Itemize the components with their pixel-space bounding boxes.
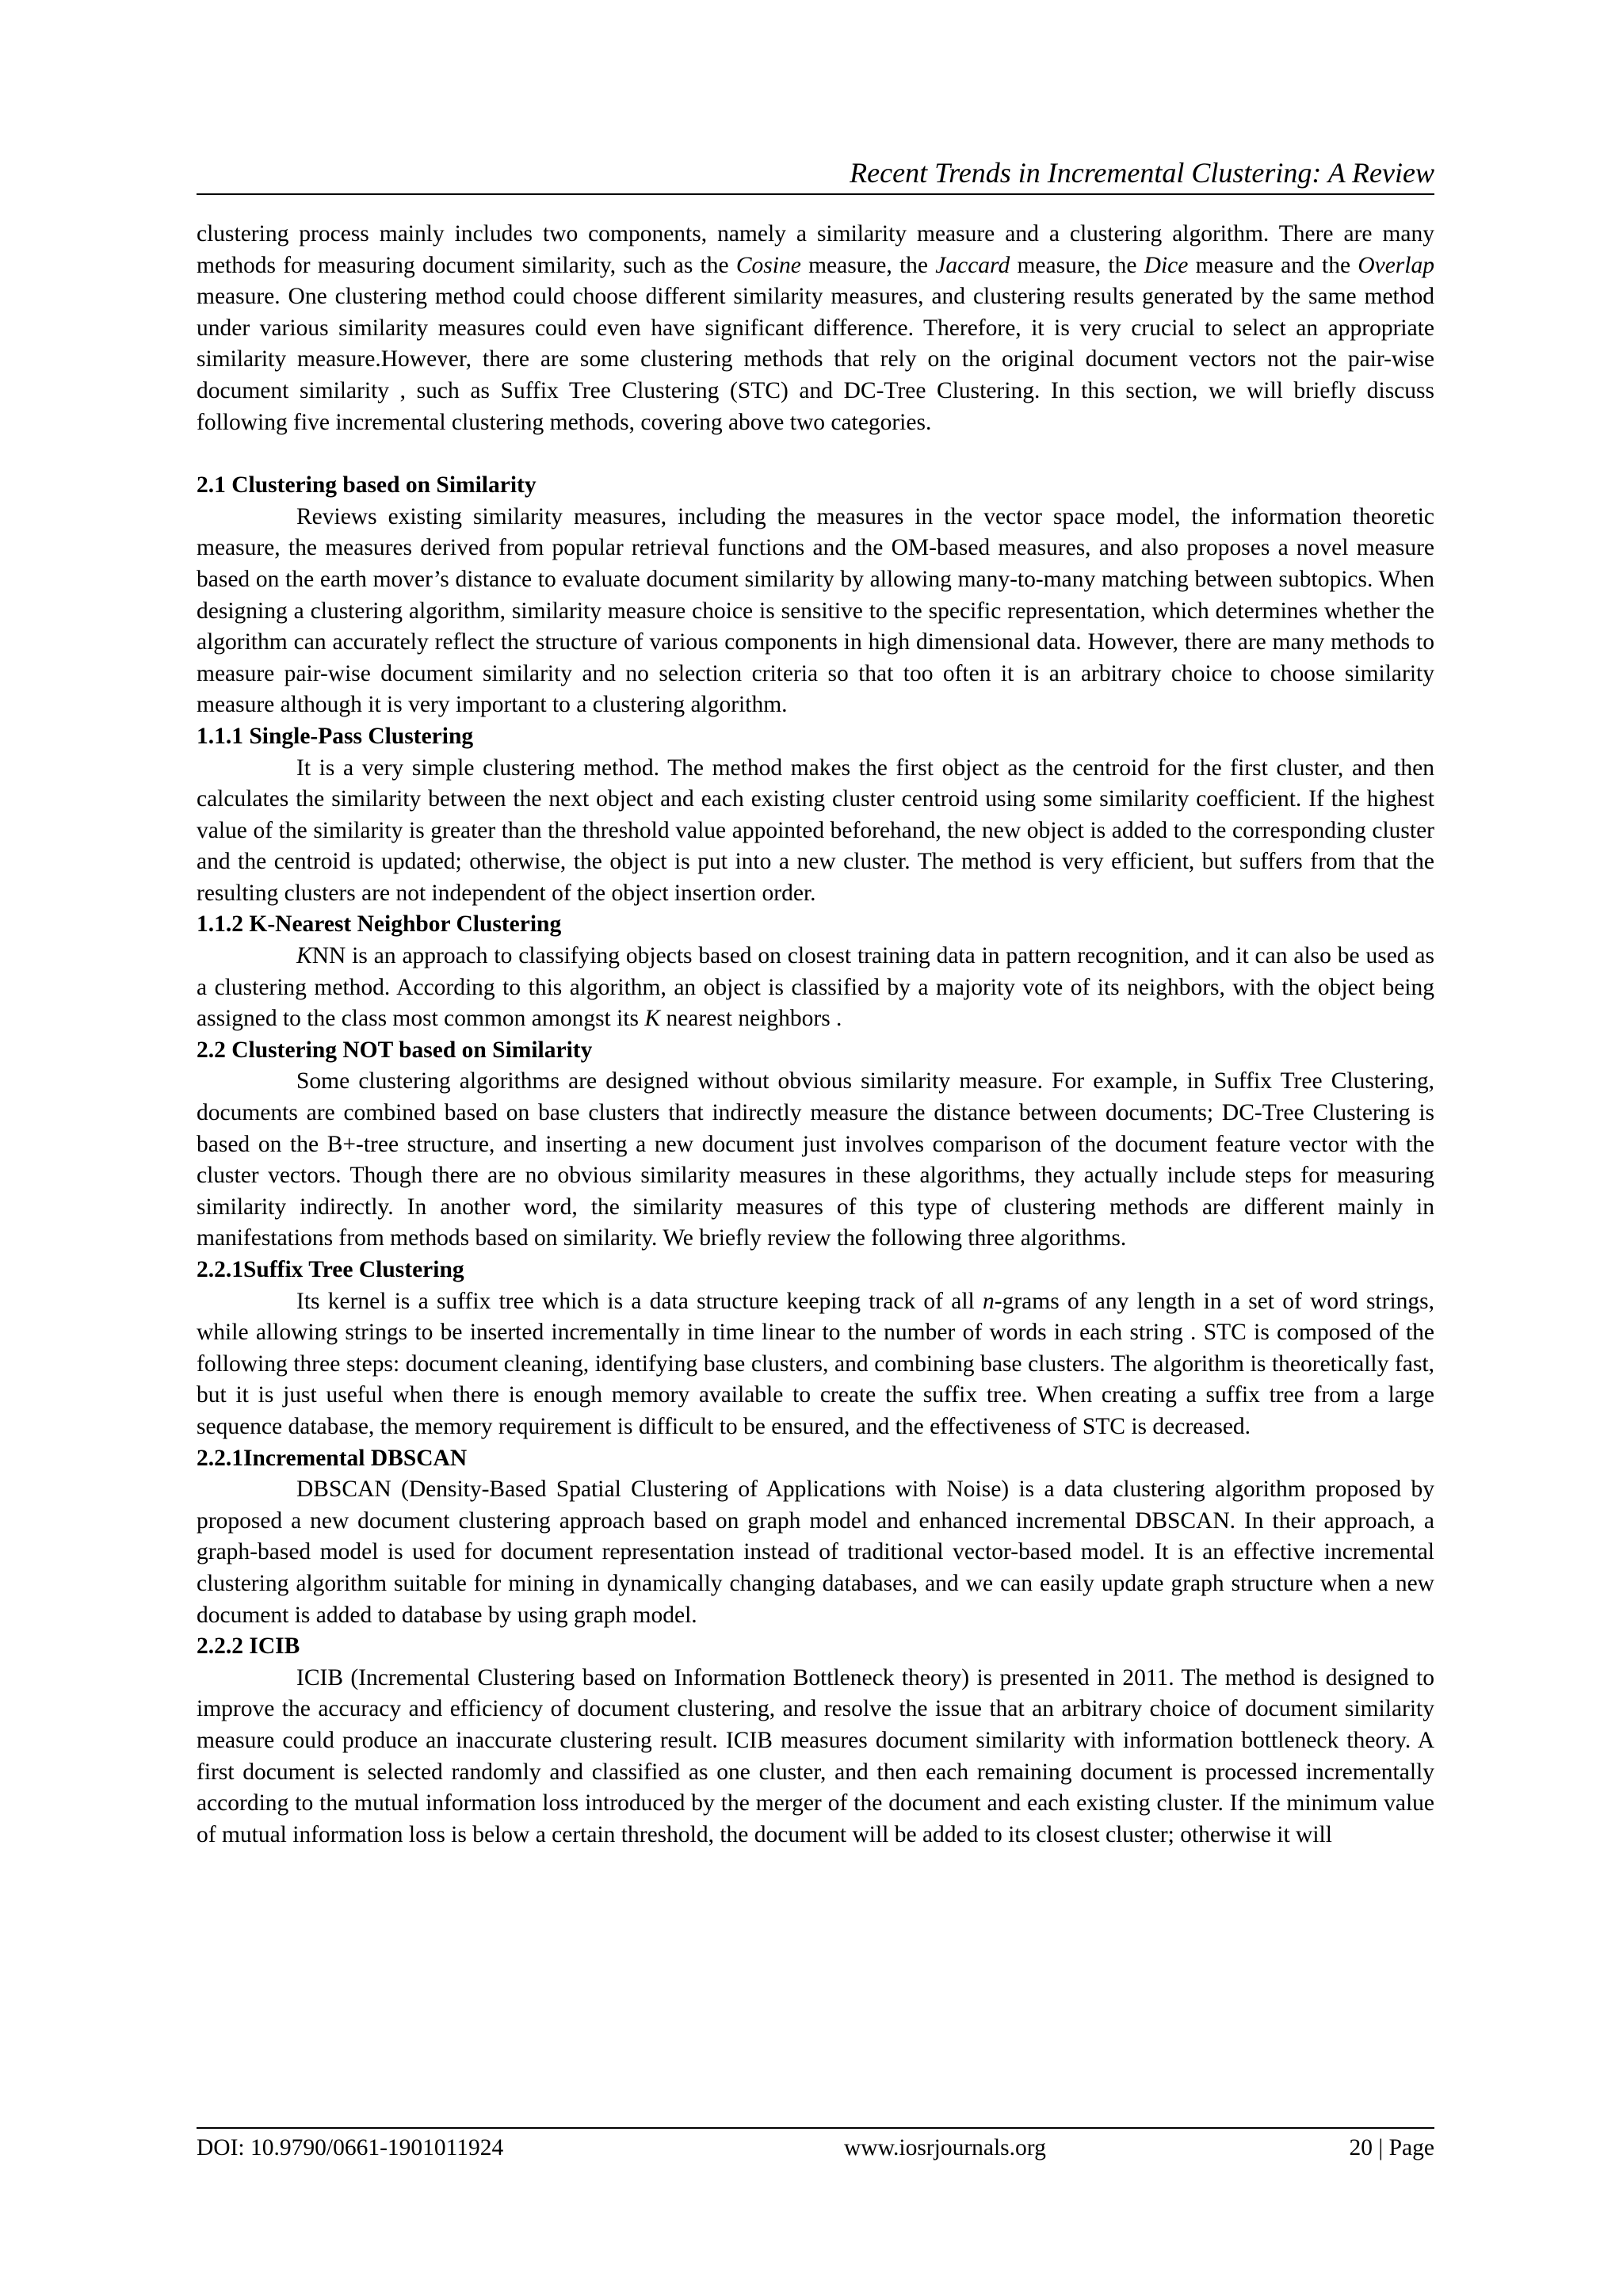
section-heading-1-1-2: 1.1.2 K-Nearest Neighbor Clustering <box>197 911 562 938</box>
term-k: K <box>644 1006 661 1032</box>
section-body-2-2: Some clustering algorithms are designed without obvious similarity measure. For example, in Suffix Tree Clustering, documents are combined based on base clusters that indirectly measure the distance between documents; DC-Tree Clustering is based on the B+-tree structure, and inserting a new document just involves comparison of the document feature vector with the cluster vectors. Though there are no obvious similarity measures in these algorithms, they actually include steps for measuring similarity indirectly. In another word, the similarity measures of this type of clustering methods are different mainly in manifestations from methods based on similarity. We briefly review the following three algorithms. <box>197 1068 1434 1251</box>
intro-text-4: measure and the <box>1188 252 1358 278</box>
intro-text-1: clustering process mainly includes two components, namely a similarity measure and a clustering algorithm. There are many methods for measuring document similarity, such as the <box>197 221 1434 278</box>
section-heading-2-1: 2.1 Clustering based on Similarity <box>197 472 537 499</box>
section-gap <box>197 438 1434 470</box>
term-k: K <box>296 943 312 969</box>
stc-text-1: Its kernel is a suffix tree which is a data structure keeping track of all <box>296 1288 983 1314</box>
section-body-1-1-2 <box>197 941 1434 1035</box>
term-dice: Dice <box>1144 252 1189 278</box>
running-header: Recent Trends in Incremental Clustering: A Review <box>850 157 1434 189</box>
knn-text-1: NN is an approach to classifying objects based on closest training data in pattern recognition, and it can also be used as a clustering method. According to this algorithm, an object is classified by a majority vote of its neighbors, with the object being assigned to the class most common amongst its <box>197 943 1434 1032</box>
section-body-icib: ICIB (Incremental Clustering based on Information Bottleneck theory) is presented in 2011. The method is designed to improve the accuracy and efficiency of document clustering, and resolve the issue that an arbitrary choice of document similarity measure could produce an inaccurate clustering result. ICIB measures document similarity with information bottleneck theory. A first document is selected randomly and classified as one cluster, and then each remaining document is processed incrementally according to the mutual information loss introduced by the merger of the document and each existing cluster. If the minimum value of mutual information loss is below a certain threshold, the document will be added to its closest cluster; otherwise it will <box>197 1664 1434 1847</box>
section-body-1-1-1: It is a very simple clustering method. The method makes the first object as the centroid for the first cluster, and then calculates the similarity between the next object and each existing cluster centroid using some similarity coefficient. If the highest value of the similarity is greater than the threshold value appointed beforehand, the new object is added to the corresponding cluster and the centroid is updated; otherwise, the object is put into a new cluster. The method is very efficient, but suffers from that the resulting clusters are not independent of the object insertion order. <box>197 755 1434 906</box>
section-heading-1-1-1: 1.1.1 Single-Pass Clustering <box>197 723 474 749</box>
footer-doi: DOI: 10.9790/0661-1901011924 <box>197 2135 504 2160</box>
term-n: n <box>983 1288 995 1314</box>
stc-text-2: -grams of any length in a set of word strings, while allowing strings to be inserted incrementally in time linear to the number of words in each string . STC is composed of the following three steps: document cleaning, identifying base clusters, and combining base clusters. The algorithm is theoretically fast, but it is just useful when there is enough memory available to create the suffix tree. When creating a suffix tree from a large sequence database, the memory requirement is difficult to be ensured, and the effectiveness of STC is decreased. <box>197 1288 1435 1439</box>
footer-website: www.iosrjournals.org <box>844 2135 1046 2160</box>
intro-paragraph <box>197 219 1434 438</box>
term-cosine: Cosine <box>735 252 801 278</box>
footer-page-number: 20 | Page <box>1349 2135 1434 2160</box>
section-body-stc <box>197 1286 1434 1443</box>
footer-rule <box>197 2127 1434 2129</box>
section-heading-icib: 2.2.2 ICIB <box>197 1633 300 1660</box>
section-heading-dbscan: 2.2.1Incremental DBSCAN <box>197 1445 468 1471</box>
section-heading-2-2: 2.2 Clustering NOT based on Similarity <box>197 1037 593 1063</box>
section-body-dbscan: DBSCAN (Density-Based Spatial Clustering of Applications with Noise) is a data clustering algorithm proposed by proposed a new document clustering approach based on graph model and enhanced incremental DBSCAN. In their approach, a graph-based model is used for document representation instead of traditional vector-based model. It is an effective incremental clustering algorithm suitable for mining in dynamically changing databases, and we can easily update graph structure when a new document is added to database by using graph model. <box>197 1477 1434 1628</box>
intro-text-2: measure, the <box>800 252 936 278</box>
section-body-2-1: Reviews existing similarity measures, including the measures in the vector space model, the information theoretic measure, the measures derived from popular retrieval functions and the OM-based measures, and also proposes a novel measure based on the earth mover’s distance to evaluate document similarity by allowing many-to-many matching between subtopics. When designing a clustering algorithm, similarity measure choice is sensitive to the specific representation, which determines whether the algorithm can accurately reflect the structure of various components in high dimensional data. However, there are many methods to measure pair-wise document similarity and no selection criteria so that too often it is an arbitrary choice to choose similarity measure although it is very important to a clustering algorithm. <box>197 503 1434 718</box>
page-content <box>197 219 1434 1851</box>
knn-text-2: nearest neighbors . <box>660 1006 842 1032</box>
term-overlap: Overlap <box>1358 252 1434 278</box>
document-page <box>197 0 1434 2296</box>
intro-text-5: measure. One clustering method could choose different similarity measures, and clustering results generated by the same method under various similarity measures could even have significant difference. Therefore, it is very crucial to select an appropriate similarity measure.However, there are some clustering methods that rely on the original document vectors not the pair-wise document similarity , such as Suffix Tree Clustering (STC) and DC-Tree Clustering. In this section, we will briefly discuss following five incremental clustering methods, covering above two categories. <box>197 284 1434 435</box>
section-heading-stc: 2.2.1Suffix Tree Clustering <box>197 1257 464 1282</box>
term-jaccard: Jaccard <box>935 252 1010 278</box>
header-rule <box>197 193 1434 195</box>
intro-text-3: measure, the <box>1010 252 1144 278</box>
